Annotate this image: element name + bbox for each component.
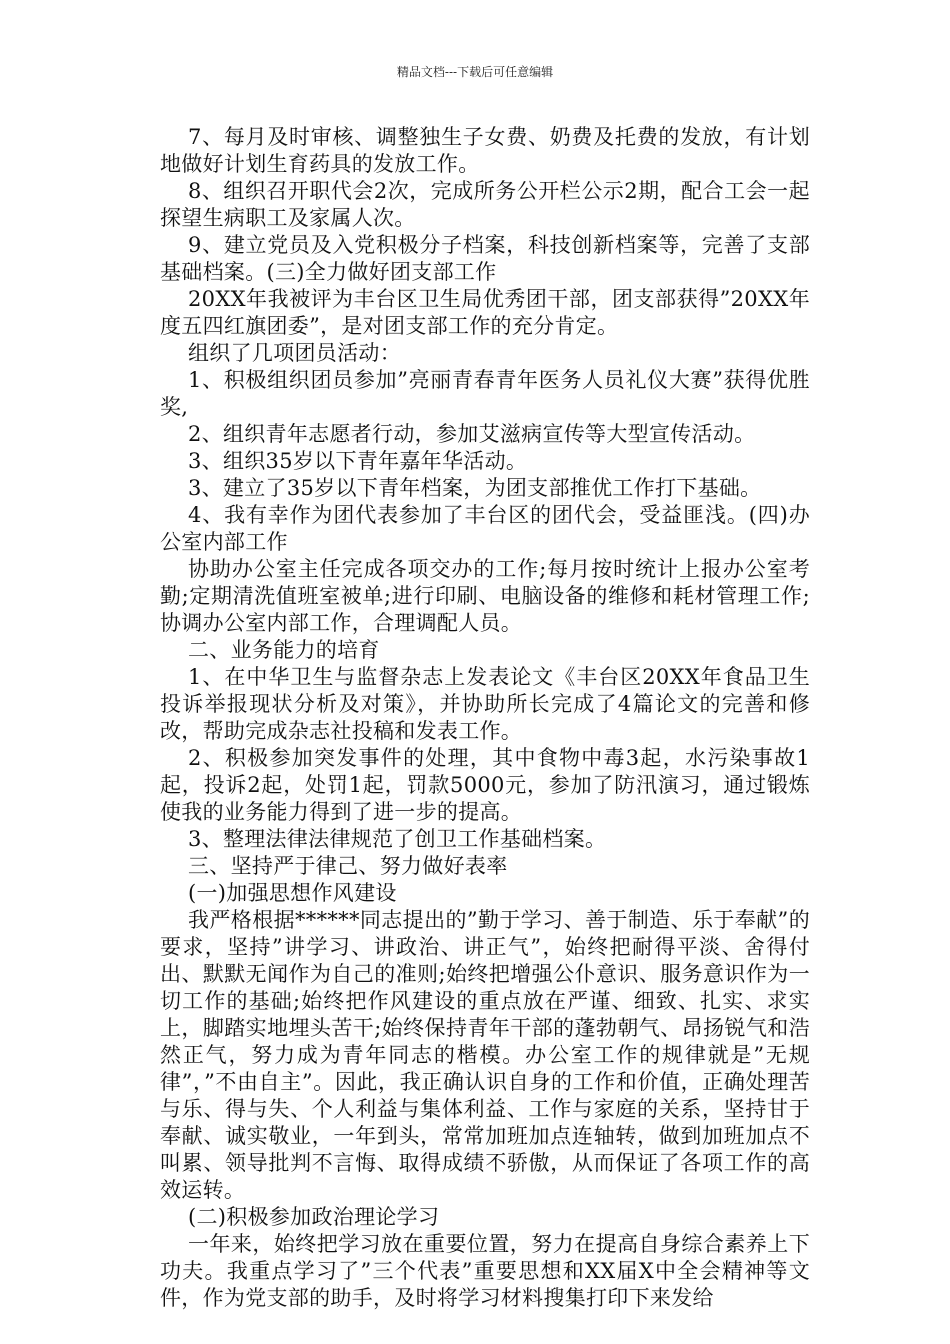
paragraph: 3、建立了35岁以下青年档案，为团支部推优工作打下基础。 <box>188 476 762 500</box>
paragraph: 4、我有幸作为团代表参加了丰台区的团代会，受益匪浅。(四)办公室内部工作 <box>160 503 810 554</box>
paragraph: 1、积极组织团员参加”亮丽青春青年医务人员礼仪大赛”获得优胜奖, <box>160 368 810 419</box>
paragraph: 3、组织35岁以下青年嘉年华活动。 <box>188 449 528 473</box>
paragraph: 1、在中华卫生与监督杂志上发表论文《丰台区20XX年食品卫生投诉举报现状分析及对策》，并协助所长完成了4篇论文的完善和修改，帮助完成杂志社投稿和发表工作。 <box>160 665 810 743</box>
section-heading: 二、业务能力的培育 <box>188 638 380 662</box>
paragraph: 7、每月及时审核、调整独生子女费、奶费及托费的发放，有计划地做好计划生育药具的发放工作。 <box>160 125 810 176</box>
section-heading: 三、坚持严于律己、努力做好表率 <box>188 854 508 878</box>
subsection-heading: (二)积极参加政治理论学习 <box>188 1205 440 1229</box>
page-header: 精品文档---下载后可任意编辑 <box>396 65 554 79</box>
subsection-heading: (一)加强思想作风建设 <box>188 881 397 905</box>
paragraph: 20XX年我被评为丰台区卫生局优秀团干部，团支部获得”20XX年度五四红旗团委”，是对团支部工作的充分肯定。 <box>160 287 810 338</box>
paragraph: 2、组织青年志愿者行动，参加艾滋病宣传等大型宣传活动。 <box>188 422 756 446</box>
paragraph: 组织了几项团员活动： <box>188 341 401 365</box>
paragraph: 9、建立党员及入党积极分子档案，科技创新档案等，完善了支部基础档案。(三)全力做好团支部工作 <box>160 233 810 284</box>
paragraph: 我严格根据******同志提出的”勤于学习、善于制造、乐于奉献”的要求，坚持”讲学习、讲政治、讲正气”，始终把耐得平淡、舍得付出、默默无闻作为自己的准则;始终把增强公仆意识、服务意识作为一切工作的基础;始终把作风建设的重点放在严谨、细致、扎实、求实上，脚踏实地埋头苦干;始终保持青年干部的蓬勃朝气、昂扬锐气和浩然正气，努力成为青年同志的楷模。办公室工作的规律就是”无规律”，”不由自主”。因此，我正确认识自身的工作和价值，正确处理苦与乐、得与失、个人利益与集体利益、工作与家庭的关系，坚持甘于奉献、诚实敬业，一年到头，常常加班加点连轴转，做到加班加点不叫累、领导批判不言悔、取得成绩不骄傲，从而保证了各项工作的高效运转。 <box>160 908 810 1202</box>
paragraph: 协助办公室主任完成各项交办的工作;每月按时统计上报办公室考勤;定期清洗值班室被单;进行印刷、电脑设备的维修和耗材管理工作;协调办公室内部工作，合理调配人员。 <box>160 557 810 635</box>
paragraph: 8、组织召开职代会2次，完成所务公开栏公示2期，配合工会一起探望生病职工及家属人次。 <box>160 179 810 230</box>
paragraph: 3、整理法律法律规范了创卫工作基础档案。 <box>188 827 607 851</box>
document-body <box>160 124 810 1312</box>
paragraph: 2、积极参加突发事件的处理，其中食物中毒3起，水污染事故1起，投诉2起，处罚1起，罚款5000元，参加了防汛演习，通过锻炼使我的业务能力得到了进一步的提高。 <box>160 746 810 824</box>
paragraph: 一年来，始终把学习放在重要位置，努力在提高自身综合素养上下功夫。我重点学习了”三个代表”重要思想和XX届X中全会精神等文件，作为党支部的助手，及时将学习材料搜集打印下来发给 <box>160 1232 810 1310</box>
